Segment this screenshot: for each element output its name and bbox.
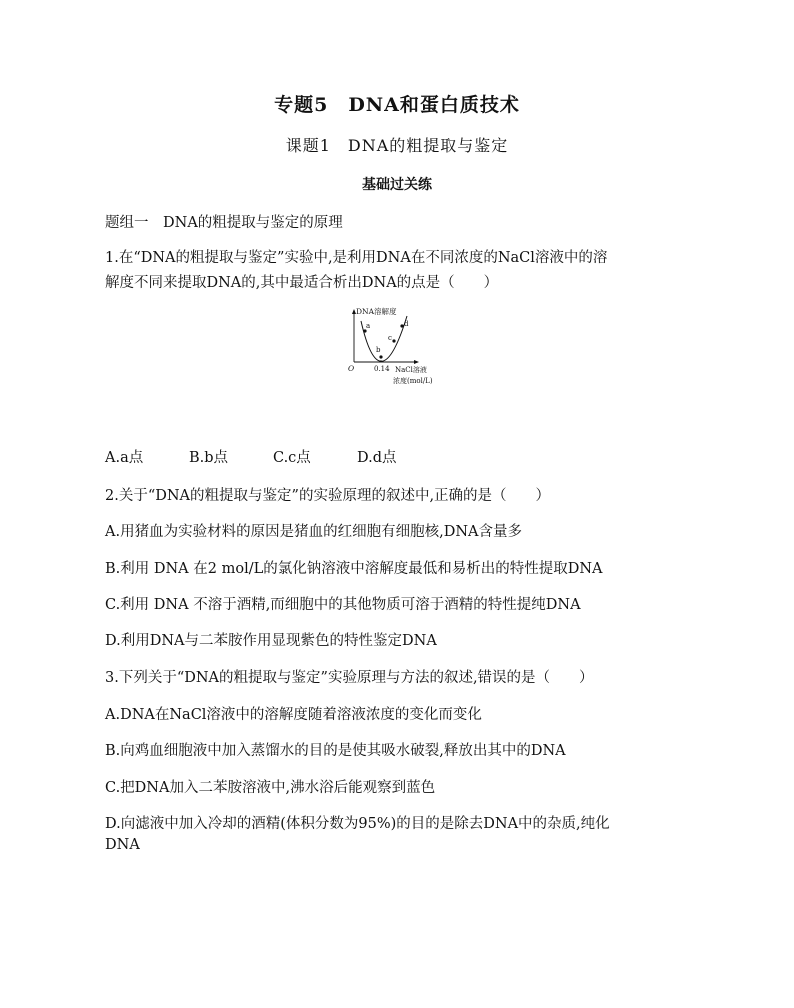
x-axis-arrow [414, 360, 419, 364]
point-b [379, 355, 382, 358]
question-1-line-2: 解度不同来提取DNA的,其中最适合析出DNA的点是（ ） [105, 275, 499, 291]
origin-label: O [348, 364, 355, 373]
solubility-curve-figure [344, 304, 454, 396]
chapter-title: 专题5 DNA和蛋白质技术 [274, 94, 520, 116]
label-a: a [366, 322, 371, 330]
question-1-option-b: B.b点 [189, 450, 229, 466]
question-2-option-b: B.利用 DNA 在2 mol/L的氯化钠溶液中溶解度最低和易析出的特性提取DNA [105, 561, 603, 577]
label-b: b [376, 346, 381, 354]
question-3-option-b: B.向鸡血细胞液中加入蒸馏水的目的是使其吸水破裂,释放出其中的DNA [105, 743, 566, 759]
question-2-stem: 2.关于“DNA的粗提取与鉴定”的实验原理的叙述中,正确的是（ ） [105, 488, 551, 504]
section-title: 基础过关练 [362, 177, 432, 193]
group-heading: 题组一 DNA的粗提取与鉴定的原理 [105, 215, 343, 231]
question-2-option-a: A.用猪血为实验材料的原因是猪血的红细胞有细胞核,DNA含量多 [105, 524, 522, 540]
question-3-option-a: A.DNA在NaCl溶液中的溶解度随着溶液浓度的变化而变化 [105, 707, 482, 723]
question-1-line-1: 1.在“DNA的粗提取与鉴定”实验中,是利用DNA在不同浓度的NaCl溶液中的溶 [105, 250, 608, 266]
question-3-option-d-line-2: DNA [105, 837, 140, 853]
point-c [392, 339, 395, 342]
question-1-option-a: A.a点 [105, 450, 144, 466]
question-1-option-d: D.d点 [357, 450, 397, 466]
y-axis-label: DNA溶解度 [356, 307, 397, 316]
question-3-option-c: C.把DNA加入二苯胺溶液中,沸水浴后能观察到蓝色 [105, 780, 436, 796]
question-2-option-d: D.利用DNA与二苯胺作用显现紫色的特性鉴定DNA [105, 633, 437, 649]
label-c: c [388, 334, 392, 342]
question-1-option-c: C.c点 [273, 450, 311, 466]
question-3-stem: 3.下列关于“DNA的粗提取与鉴定”实验原理与方法的叙述,错误的是（ ） [105, 670, 594, 686]
question-3-option-d-line-1: D.向滤液中加入冷却的酒精(体积分数为95%)的目的是除去DNA中的杂质,纯化 [105, 816, 610, 832]
x-tick-label: 0.14 [374, 365, 390, 373]
x-axis-label-1: NaCl溶液 [395, 366, 427, 374]
x-axis-label-2: 浓度(mol/L) [393, 377, 433, 385]
lesson-title: 课题1 DNA的粗提取与鉴定 [285, 136, 509, 155]
solubility-curve-svg [344, 304, 454, 396]
label-d: d [404, 320, 409, 328]
question-1-options [105, 446, 397, 467]
question-2-option-c: C.利用 DNA 不溶于酒精,而细胞中的其他物质可溶于酒精的特性提纯DNA [105, 597, 581, 613]
